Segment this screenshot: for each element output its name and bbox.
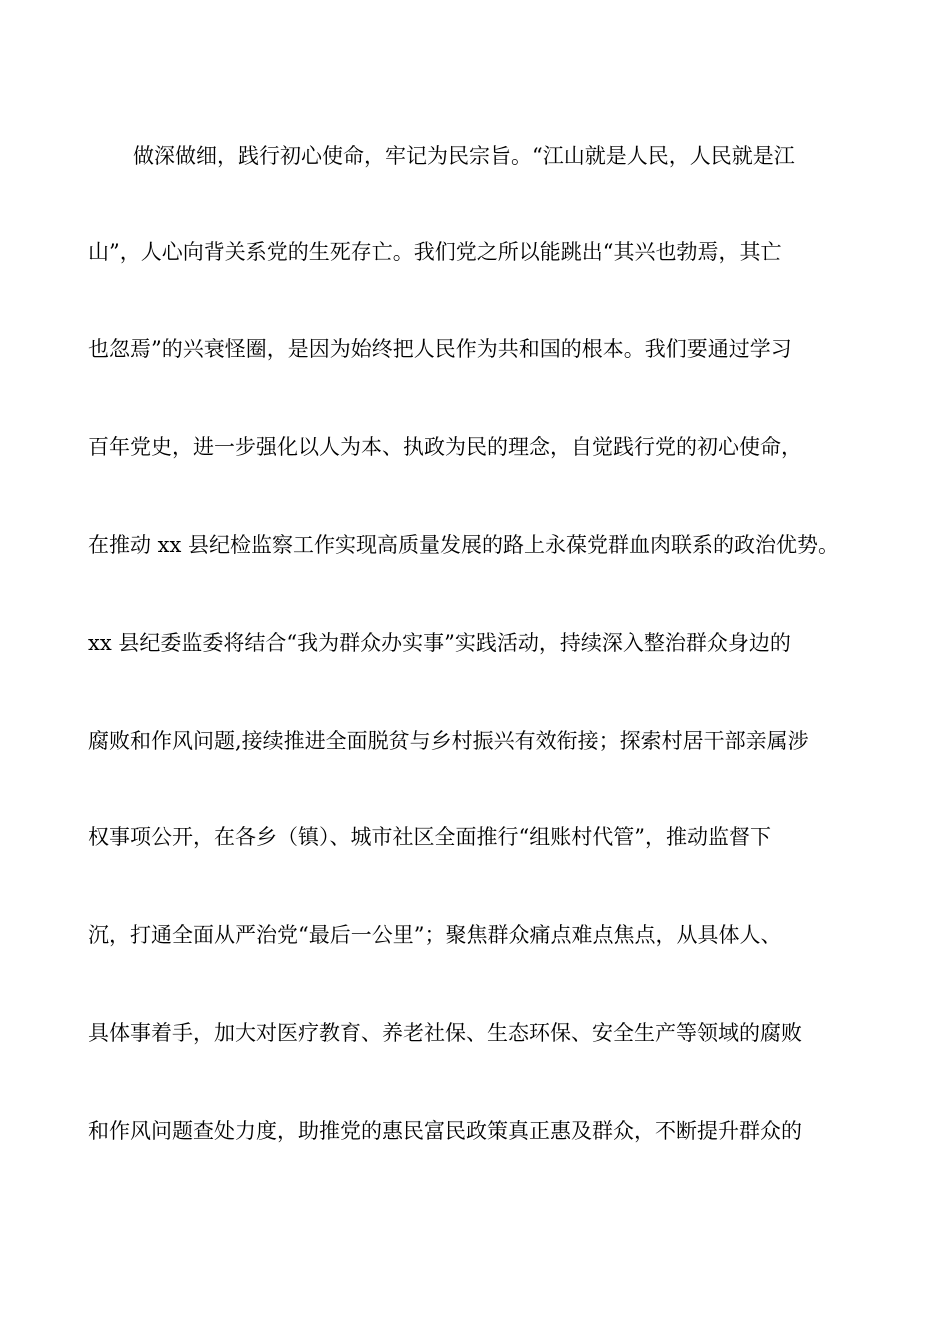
- text-line: 山”，人心向背关系党的生死存亡。我们党之所以能跳出“其兴也勃焉，其亡: [88, 240, 782, 264]
- text-line: xx 县纪委监委将结合“我为群众办实事”实践活动，持续深入整治群众身边的: [88, 631, 791, 655]
- text-line: 在推动 xx 县纪检监察工作实现高质量发展的路上永葆党群血肉联系的政治优势。: [88, 533, 840, 557]
- text-line: 和作风问题查处力度，助推党的惠民富民政策真正惠及群众，不断提升群众的: [88, 1119, 802, 1143]
- text-line: 具体事着手，加大对医疗教育、养老社保、生态环保、安全生产等领域的腐败: [88, 1021, 802, 1045]
- text-line: 权事项公开，在各乡（镇）、城市社区全面推行“组账村代管”，推动监督下: [88, 825, 771, 849]
- text-line: 腐败和作风问题,接续推进全面脱贫与乡村振兴有效衔接；探索村居干部亲属涉: [88, 729, 809, 753]
- text-line: 做深做细，践行初心使命，牢记为民宗旨。“江山就是人民，人民就是江: [133, 144, 795, 168]
- text-line: 也忽焉”的兴衰怪圈，是因为始终把人民作为共和国的根本。我们要通过学习: [88, 337, 792, 361]
- text-line: 百年党史，进一步强化以人为本、执政为民的理念，自觉践行党的初心使命，: [88, 435, 802, 459]
- text-line: 沉，打通全面从严治党“最后一公里”；聚焦群众痛点难点焦点，从具体人、: [88, 923, 782, 947]
